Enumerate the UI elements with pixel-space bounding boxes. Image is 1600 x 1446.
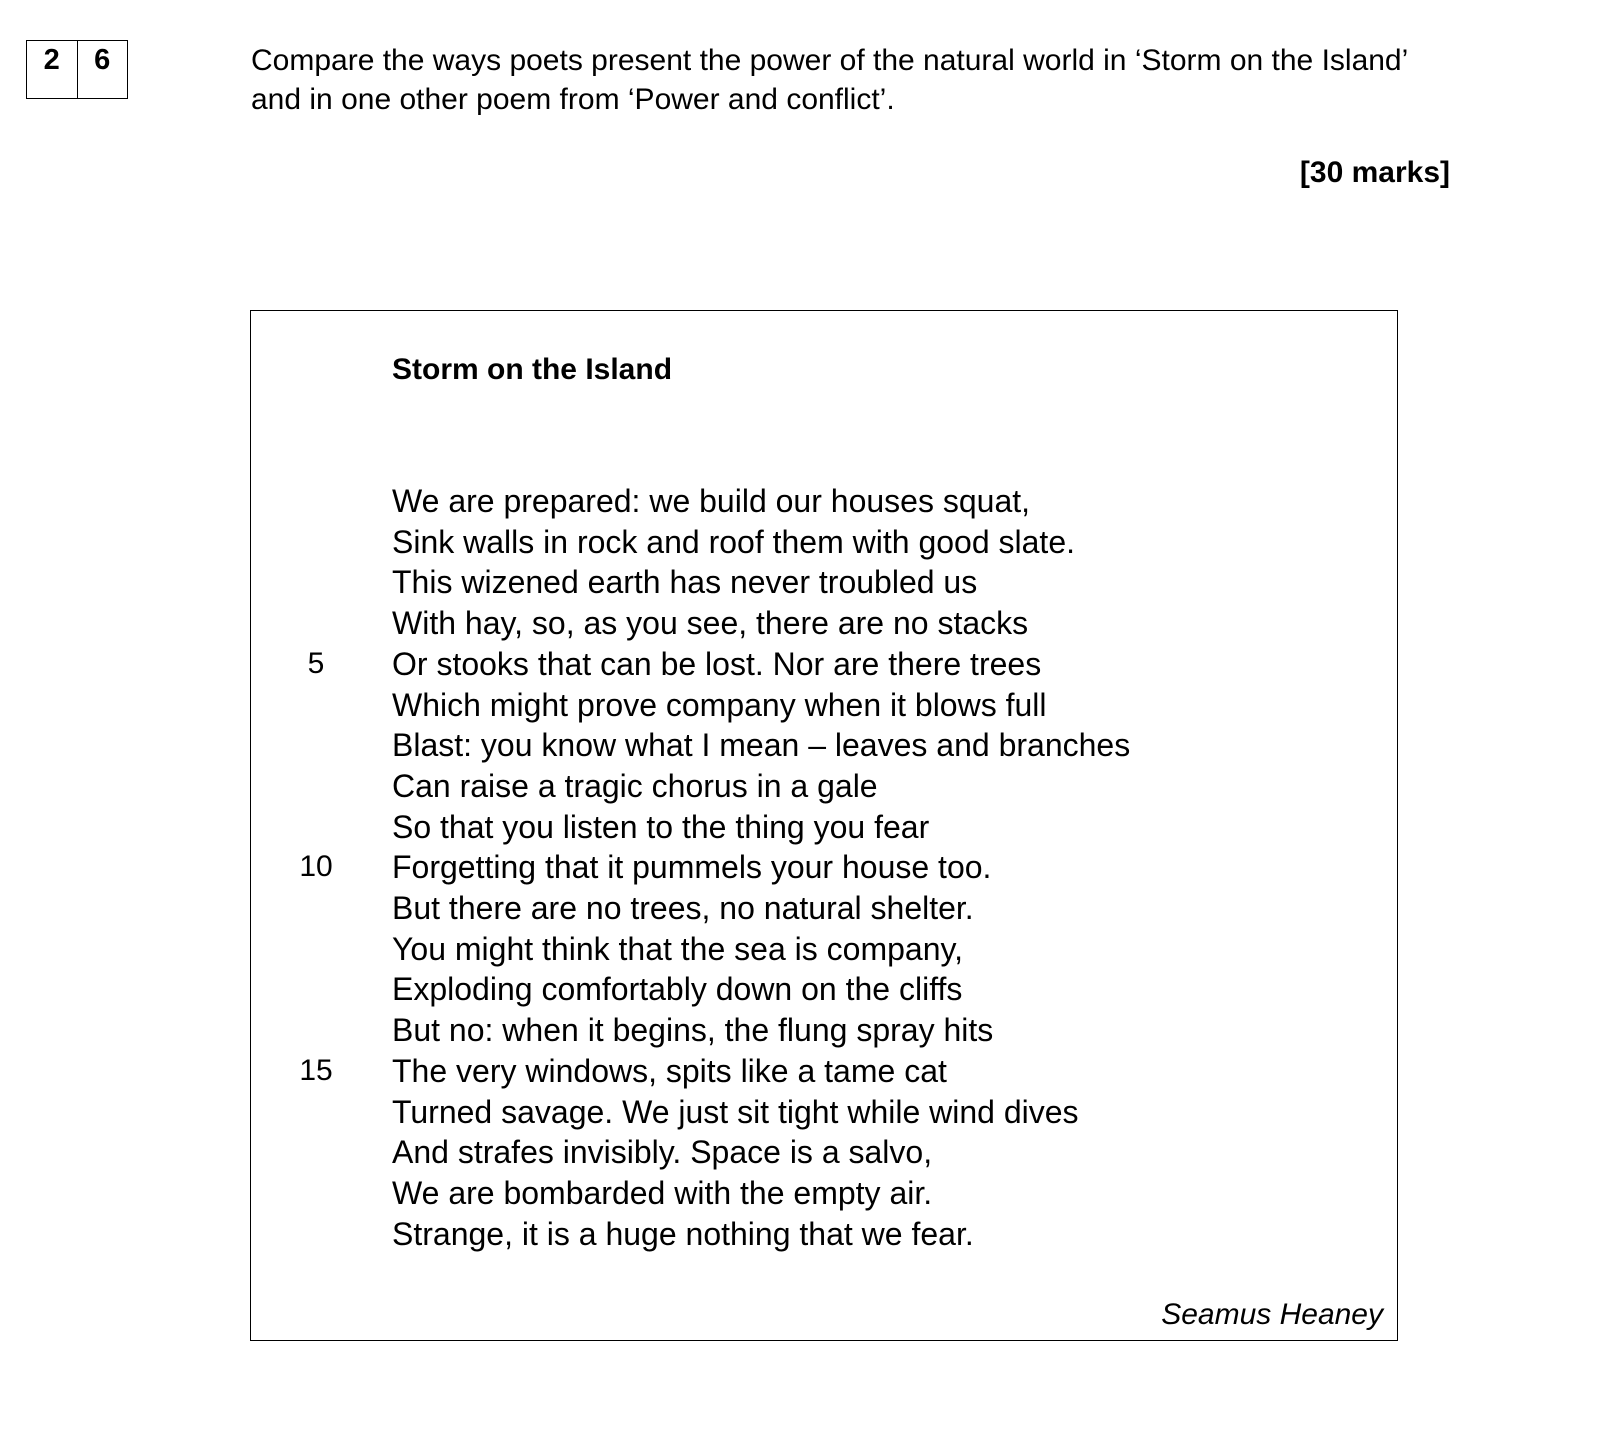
poem-line — [392, 603, 1130, 644]
poem-line — [392, 725, 1130, 766]
poem-line — [299, 847, 1130, 888]
line-text: Or stooks that can be lost. Nor are there trees — [392, 645, 1042, 682]
line-text: With hay, so, as you see, there are no stacks — [392, 605, 1029, 642]
line-text: We are bombarded with the empty air. — [392, 1174, 933, 1211]
poem-lines — [299, 481, 1131, 1254]
question-number-box — [26, 40, 128, 99]
line-text: And strafes invisibly. Space is a salvo, — [392, 1134, 933, 1171]
line-text: Exploding comfortably down on the cliffs — [392, 971, 963, 1008]
poem-line — [392, 522, 1130, 563]
line-text: Blast: you know what I mean – leaves and branches — [392, 727, 1131, 764]
line-text: So that you listen to the thing you fear — [392, 808, 930, 845]
line-text: Turned savage. We just sit tight while wind dives — [392, 1093, 1079, 1130]
poem-line — [299, 1051, 1130, 1092]
poem-line — [392, 1173, 1130, 1214]
line-number: 10 — [299, 850, 333, 884]
poem-line — [392, 969, 1130, 1010]
poem-line — [392, 888, 1130, 929]
line-text: This wizened earth has never troubled us — [392, 564, 978, 601]
line-number: 5 — [307, 646, 325, 680]
poem-line — [392, 807, 1130, 848]
poem-line — [392, 685, 1130, 726]
poem-line — [392, 1010, 1130, 1051]
poem-line — [392, 562, 1130, 603]
line-text: But no: when it begins, the flung spray hits — [392, 1012, 994, 1049]
line-text: But there are no trees, no natural shelter. — [392, 890, 974, 927]
poem-line — [392, 481, 1130, 522]
line-text: Can raise a tragic chorus in a gale — [392, 767, 878, 804]
marks-label: [30 marks] — [1299, 156, 1450, 189]
poem-title: Storm on the Island — [392, 353, 673, 386]
question-text: Compare the ways poets present the power of the natural world in ‘Storm on the Island’ and in one other poem from ‘Power and conflict’. — [251, 44, 1408, 116]
poem-author: Seamus Heaney — [1161, 1298, 1383, 1331]
line-text: The very windows, spits like a tame cat — [392, 1052, 947, 1089]
question-number-digit: 2 — [27, 41, 78, 98]
poem-line — [392, 929, 1130, 970]
line-text: Forgetting that it pummels your house too. — [392, 849, 992, 886]
line-text: We are prepared: we build our houses squat, — [392, 483, 1031, 519]
line-text: Strange, it is a huge nothing that we fear. — [392, 1215, 974, 1252]
poem-line — [392, 766, 1130, 807]
line-text: Which might prove company when it blows full — [392, 686, 1047, 723]
question-number-digit: 6 — [94, 44, 111, 76]
poem-line — [392, 1092, 1130, 1133]
line-text: You might think that the sea is company, — [392, 930, 963, 967]
poem-line — [392, 1214, 1130, 1255]
poem-box — [250, 310, 1398, 1341]
line-number: 15 — [299, 1053, 333, 1087]
poem-line — [307, 644, 1130, 685]
poem-line — [392, 1132, 1130, 1173]
line-text: Sink walls in rock and roof them with good slate. — [392, 523, 1075, 560]
